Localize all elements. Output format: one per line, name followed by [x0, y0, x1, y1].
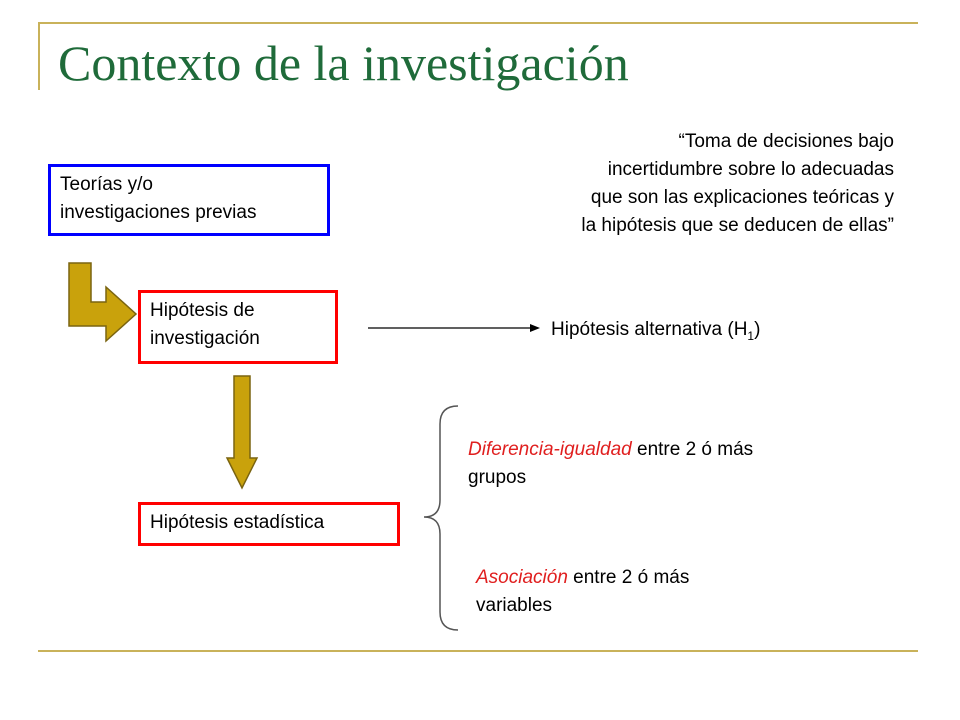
- alternative-hypothesis-close: ): [754, 319, 761, 340]
- quote-line-2: incertidumbre sobre lo adecuadas: [607, 159, 894, 180]
- statistical-hypothesis-box: [138, 502, 400, 546]
- theories-line-1: Teorías y/o: [60, 174, 153, 195]
- alternative-hypothesis-subscript: 1: [747, 328, 755, 343]
- right-arrow-head-icon: [530, 324, 540, 332]
- quote-line-4: la hipótesis que se deducen de ellas”: [581, 215, 894, 236]
- theories-line-2: investigaciones previas: [60, 202, 257, 223]
- research-hypothesis-line-1: Hipótesis de: [150, 300, 255, 321]
- alternative-hypothesis-text: Hipótesis alternativa (H: [551, 319, 748, 340]
- association-branch: [476, 564, 856, 620]
- curly-brace-icon: [424, 406, 458, 630]
- page-title: Contexto de la investigación: [58, 35, 629, 91]
- alternative-hypothesis: [551, 316, 760, 350]
- quote-line-1: “Toma de decisiones bajo: [678, 131, 894, 152]
- difference-branch: [468, 436, 868, 492]
- elbow-arrow-icon: [69, 263, 136, 341]
- down-arrow-icon: [227, 376, 257, 488]
- difference-rest: entre 2 ó más: [631, 439, 754, 460]
- association-line-2: variables: [476, 595, 553, 616]
- association-emphasis: Asociación: [476, 567, 568, 588]
- research-hypothesis-box: [138, 290, 338, 364]
- statistical-hypothesis-label: Hipótesis estadística: [150, 512, 325, 533]
- research-hypothesis-line-2: investigación: [150, 328, 260, 349]
- difference-emphasis: Diferencia-igualdad: [468, 439, 632, 460]
- difference-line-2: grupos: [468, 467, 527, 488]
- quote-line-3: que son las explicaciones teóricas y: [590, 187, 894, 208]
- theories-box: [48, 164, 330, 236]
- association-rest: entre 2 ó más: [567, 567, 690, 588]
